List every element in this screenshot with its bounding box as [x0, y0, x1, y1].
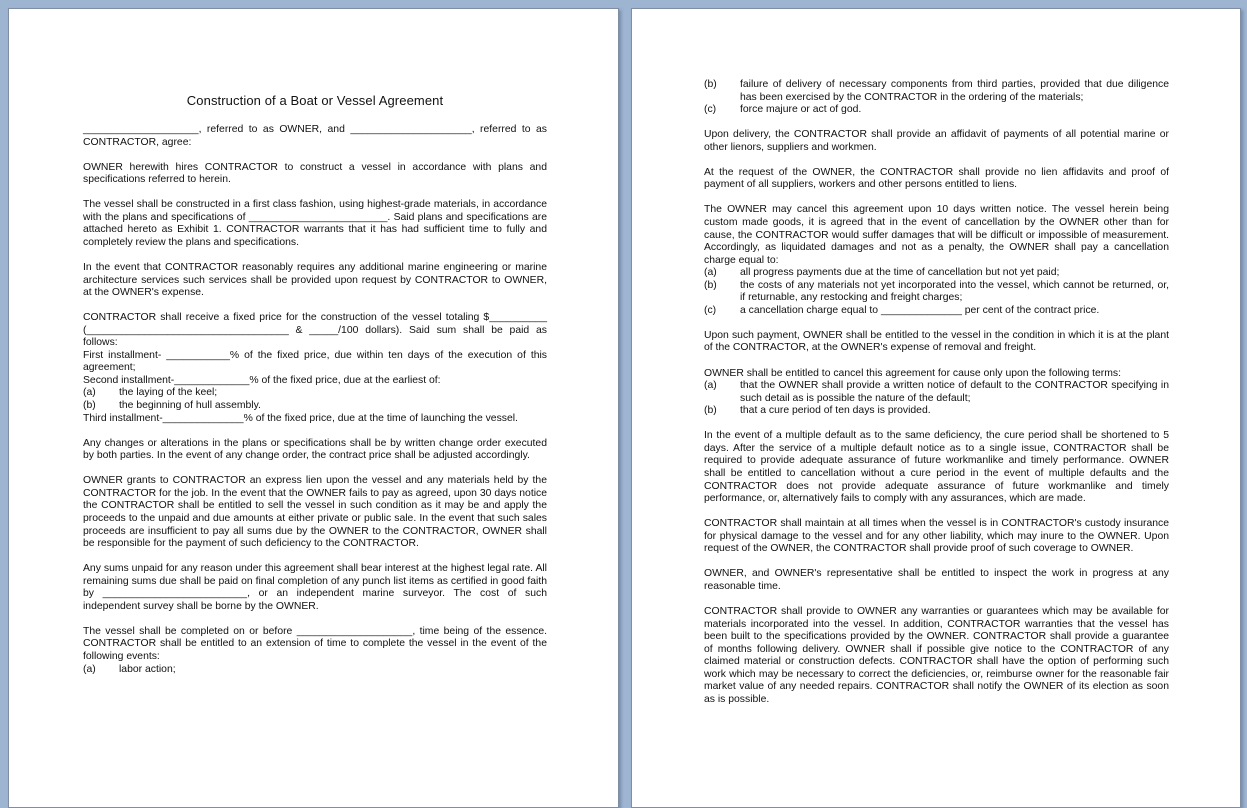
list-item-label: (c): [704, 304, 717, 316]
document-page-1: [8, 8, 619, 808]
list-item-text: force majure or act of god.: [740, 104, 862, 116]
list-item-label: (a): [704, 267, 717, 279]
insurance-paragraph: CONTRACTOR shall maintain at all times when the vessel is in CONTRACTOR's custody insurance for physical damage to the vessel and for any other liability, which may inure to the OWNER. Upon request of the OWNER, the CONTRACTOR shall provide proof of such coverage to OWNER.: [704, 518, 1169, 555]
list-item-text: the beginning of hull assembly.: [119, 400, 261, 412]
parties-paragraph: ____________________, referred to as OWNER, and _____________________, referred to as CONTRACTOR, agree:: [83, 124, 547, 148]
default-text: OWNER shall be entitled to cancel this agreement for cause only upon the following terms:: [704, 367, 1121, 379]
list-item: [704, 79, 1169, 104]
list-item-text: a cancellation charge equal to ______________ per cent of the contract price.: [740, 304, 1100, 316]
second-installment: Second installment-_____________% of the fixed price, due at the earliest of:: [83, 374, 441, 386]
completion-block: [83, 626, 547, 676]
payment-paragraph: Upon such payment, OWNER shall be entitled to the vessel in the condition in which it is at the plant of the CONTRACTOR, at the OWNER's expense of removal and freight.: [704, 329, 1169, 354]
list-item-label: (b): [704, 405, 717, 417]
lien-paragraph: OWNER grants to CONTRACTOR an express lien upon the vessel and any materials held by the CONTRACTOR for the job. In the event that the OWNER fails to pay as agreed, upon 30 days notice the CONTRACTOR shall be entitled to sell the vessel in such condition as it may be and apply the proceeds to the unpaid and due amounts at either private or public sale. In the event that such sales proceeds are insufficient to pay all sums due by the OWNER to the CONTRACTOR, OWNER shall be responsible for the payment of such deficiency to the CONTRACTOR.: [83, 475, 547, 550]
list-item-label: (a): [83, 387, 96, 399]
list-item-label: (b): [704, 279, 717, 291]
price-intro: CONTRACTOR shall receive a fixed price for the construction of the vessel totaling $__________ (___________________________________ & _____/100 dollars). Said sum shall be paid as follows:: [83, 312, 547, 349]
list-item-label: (c): [704, 104, 717, 116]
list-item-label: (b): [704, 79, 717, 90]
completion-text: The vessel shall be completed on or before ____________________, time being of the essence. CONTRACTOR shall be entitled to an extension of time to complete the vessel in the event of the following events:: [83, 625, 547, 662]
list-item-label: (a): [704, 380, 717, 392]
cancellation-block: [704, 204, 1169, 317]
list-item: [704, 405, 1169, 418]
document-title: Construction of a Boat or Vessel Agreement: [186, 93, 444, 108]
warranty-paragraph: CONTRACTOR shall provide to OWNER any warranties or guarantees which may be available for materials incorporated into the vessel. In addition, CONTRACTOR warranties that the vessel has been built to the specifications provided by the OWNER. CONTRACTOR shall provide a guarantee of months following delivery. OWNER shall if possible give notice to the CONTRACTOR of any claimed material or construction defects. CONTRACTOR shall have the option of performing such work which may be necessary to correct the deficiencies, or, reimburse owner for the reasonable fair market value of any needed repairs. CONTRACTOR shall notify the OWNER of its election as soon as is possible.: [704, 605, 1169, 705]
engineering-paragraph: In the event that CONTRACTOR reasonably requires any additional marine engineering or marine architecture services such services shall be provided upon request by CONTRACTOR to OWNER, at the OWNER's expense.: [83, 262, 547, 299]
list-item-text: that the OWNER shall provide a written notice of default to the CONTRACTOR specifying in such detail as is possible the nature of the default;: [740, 380, 1169, 404]
price-block: [83, 312, 547, 425]
list-item-text: the laying of the keel;: [119, 387, 218, 399]
delay-events-list: [704, 79, 1169, 117]
list-item: [83, 664, 547, 677]
inspection-paragraph: OWNER, and OWNER's representative shall be entitled to inspect the work in progress at any reasonable time.: [704, 568, 1169, 592]
list-item: [704, 280, 1169, 305]
list-item-text: labor action;: [119, 663, 176, 675]
list-item: [83, 387, 547, 400]
document-page-2: [631, 8, 1241, 808]
hire-paragraph: OWNER herewith hires CONTRACTOR to construct a vessel in accordance with plans and specifications referred to herein.: [83, 161, 547, 186]
construction-paragraph: The vessel shall be constructed in a first class fashion, using highest-grade materials, in accordance with the plans and specifications of ________________________. Said plans and specifications are attached hereto as Exhibit 1. CONTRACTOR warrants that it has had sufficient time to fully and completely review the plans and specifications.: [83, 199, 547, 248]
affidavit-paragraph: Upon delivery, the CONTRACTOR shall provide an affidavit of payments of all potential marine or other lienors, suppliers and workmen.: [704, 129, 1169, 153]
third-installment: Third installment-______________% of the fixed price, due at the time of launching the vessel.: [83, 412, 518, 424]
default-block: [704, 368, 1169, 418]
list-item-text: that a cure period of ten days is provided.: [740, 405, 931, 417]
list-item-label: (a): [83, 663, 96, 675]
list-item: [704, 305, 1169, 318]
list-item-text: the costs of any materials not yet incorporated into the vessel, which cannot be returned, or, if returnable, any restocking and freight charges;: [740, 279, 1169, 304]
list-item-text: all progress payments due at the time of cancellation but not yet paid;: [740, 267, 1060, 279]
list-item: [83, 400, 547, 413]
first-installment: First installment- ___________% of the fixed price, due within ten days of the execution of this agreement;: [83, 349, 547, 374]
list-item: [704, 380, 1169, 405]
list-item-text: failure of delivery of necessary components from third parties, provided that due diligence has been exercised by the CONTRACTOR in the ordering of the materials;: [740, 79, 1169, 103]
multiple-default-paragraph: In the event of a multiple default as to the same deficiency, the cure period shall be shortened to 5 days. After the service of a multiple default notice as to a single issue, CONTRACTOR shall be required to provide adequate assurance of future workmanlike and timely performance. OWNER shall be entitled to cancellation without a cure period in the event of multiple defaults and the CONTRACTOR does not provide adequate assurance of future workmanlike and timely performance, or, alternatively fails to comply with any assurances, which are made.: [704, 430, 1169, 505]
no-lien-paragraph: At the request of the OWNER, the CONTRACTOR shall provide no lien affidavits and proof of payment of all suppliers, workers and other persons entitled to liens.: [704, 166, 1169, 191]
interest-paragraph: Any sums unpaid for any reason under this agreement shall bear interest at the highest legal rate. All remaining sums due shall be paid on final completion of any punch list items as certified in good faith by _________________________, or an independent marine surveyor. The cost of such independent survey shall be borne by the OWNER.: [83, 563, 547, 612]
cancellation-text: The OWNER may cancel this agreement upon 10 days written notice. The vessel herein being custom made goods, it is agreed that in the event of cancellation by the OWNER other than for cause, the CONTRACTOR would suffer damages that will be difficult or impossible of measurement. Accordingly, as liquidated damages and not as a penalty, the OWNER shall pay a cancellation charge equal to:: [704, 204, 1169, 266]
list-item-label: (b): [83, 400, 96, 412]
list-item: [704, 104, 1169, 117]
change-order-paragraph: Any changes or alterations in the plans or specifications shall be by written change order executed by both parties. In the event of any change order, the contract price shall be adjusted accordingly.: [83, 437, 547, 462]
list-item: [704, 267, 1169, 280]
